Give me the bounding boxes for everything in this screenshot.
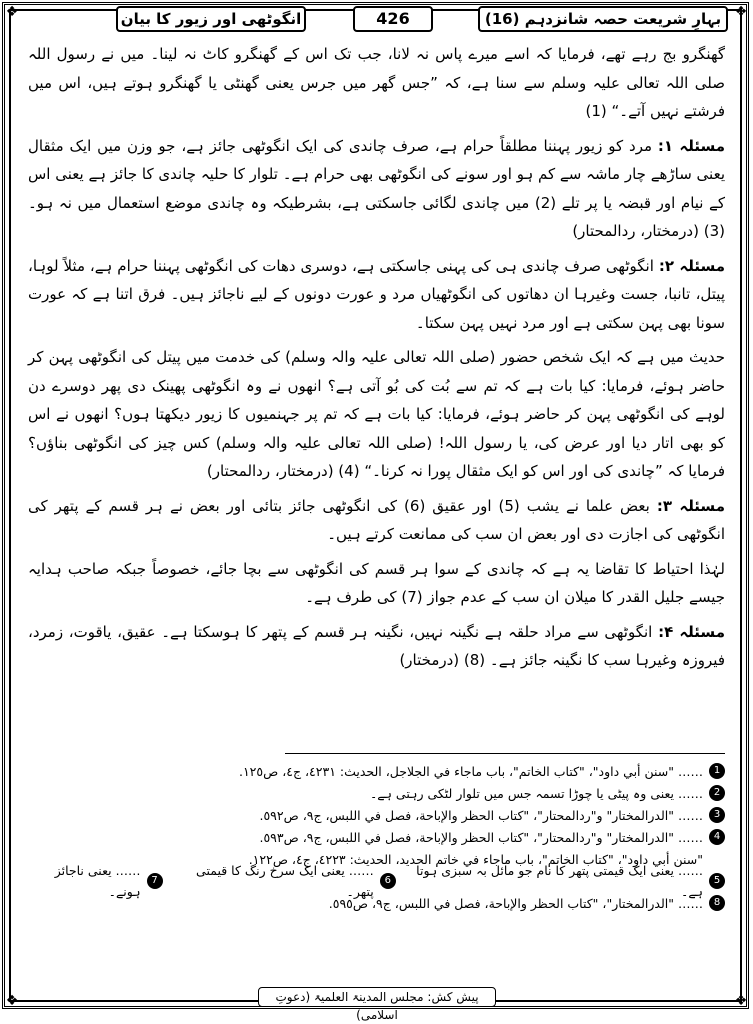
book-title: بہارِ شریعت حصہ شانزدہم (16)	[478, 6, 728, 32]
paragraph-text: گھنگرو بج رہے تھے، فرمایا کہ اسے میرے پاس نہ لانا، جب تک اس کے گھنگرو کاٹ نہ لینا۔ میں نے رسول اللہ صلی اللہ تعالی علیہ وسلم سے سنا ہے، کہ ”جس گھر میں جرس یعنی گھنٹی یا گھنگرو ہوتے ہیں، اس میں فرشتے نہیں آتے۔“ (1)	[28, 45, 725, 120]
footnote-text: …… "سنن أبي داود"، "كتاب الخاتم"، باب ماجاء في الجلاجل، الحديث: ٤٢٣١، ج٤، ص١٢٥.	[238, 763, 703, 779]
paragraph-text: انگوٹھی سے مراد حلقہ ہے نگینہ نہیں، نگینہ ہر قسم کے پتھر کا ہوسکتا ہے۔ عقیق، یاقوت، زمرد، فیروزہ وغیرہا سب کا نگینہ جائز ہے۔ (8) (درمختار)	[28, 622, 725, 669]
footnote-number: 5	[709, 873, 725, 889]
footnote-text: …… یعنی ایک قیمتی پتھر کا نام جو مائل بہ سبزی ہوتا ہے۔	[416, 863, 703, 899]
paragraph-text: حدیث میں ہے کہ ایک شخص حضور (صلی اللہ تعالی علیہ والہ وسلم) کی خدمت میں پیتل کی انگوٹھی پہن کر حاضر ہوئے، فرمایا: کیا بات ہے کہ تم سے بُت کی بُو آتی ہے؟ انھوں نے وہ انگوٹھی پھینک دی پھر دوسرے دن لوہے کی انگوٹھی پہن کر حاضر ہوئے، فرمایا: کیا بات ہے کہ تم پر جہنمیوں کا زیور دیکھتا ہوں؟ انھوں نے اس کو بھی اتار دیا اور عرض کی، یا رسول اللہ! (صلی اللہ تعالی علیہ والہ وسلم) کس چیز کی انگوٹھی بناؤں؟ فرمایا کہ ”چاندی کی اور اس کو ایک مثقال پورا نہ کرنا۔“ (4) (درمختار، ردالمحتار)	[28, 348, 725, 480]
masala-label: مسئلہ ۱:	[657, 136, 726, 155]
footnote-item	[28, 760, 725, 782]
corner-ornament-icon: ❖	[734, 993, 748, 1009]
publisher-footer: پیش کش: مجلس المدینۃ العلمیۃ (دعوتِ اسلامی)	[258, 987, 496, 1007]
footnote-number: 6	[380, 873, 396, 889]
paragraph-text: لہٰذا احتیاط کا تقاضا یہ ہے کہ چاندی کے سوا ہر قسم کی انگوٹھی سے بچا جائے، خصوصاً جبکہ صاحب ہدایہ جیسے جلیل القدر کا میلان ان سب کے عدم جواز (7) کی طرف ہے۔	[28, 559, 725, 606]
footnote-item	[28, 826, 725, 848]
masala-label: مسئلہ ۳:	[656, 496, 725, 515]
text-paragraph	[28, 40, 725, 126]
masala-paragraph	[28, 252, 725, 338]
corner-ornament-icon: ❖	[5, 4, 19, 20]
footnote-row	[28, 863, 725, 899]
masala-label: مسئلہ ۲:	[658, 256, 725, 275]
footnote-continuation: "سنن أبي داود"، "كتاب الخاتم"، باب ماجاء في خاتم الحديد، الحديث: ٤٢٢٣، ج٤، ص١٢٢.	[248, 851, 703, 867]
footnote-text: …… "الدرالمختار" و"ردالمحتار"، "كتاب الحظر والإباحة، فصل في اللبس، ج٩، ص٥٩٢.	[259, 807, 703, 823]
footnote-divider	[285, 753, 725, 754]
footnote-item	[28, 804, 725, 826]
footnote-number: 7	[147, 873, 163, 889]
masala-paragraph	[28, 618, 725, 675]
footnote-number: 8	[709, 895, 725, 911]
footnote-text: …… یعنی ناجائز ہونے۔	[54, 863, 141, 899]
text-paragraph	[28, 343, 725, 486]
footnote-text: …… یعنی وہ پیٹی یا چوڑا تسمہ جس میں تلوار لٹکی رہتی ہے۔	[369, 785, 703, 801]
main-text	[28, 40, 725, 681]
footnote-number: 2	[709, 785, 725, 801]
footnote-text: …… "الدرالمختار"، "كتاب الحظر والإباحة، فصل في اللبس، ج٩، ص٥٩٥.	[328, 895, 703, 911]
paragraph-text: بعض علما نے یشب (5) اور عقیق (6) کی انگوٹھی جائز بتائی اور بعض نے ہر قسم کے پتھر کی انگوٹھی کی اجازت دی اور بعض ان سب کی ممانعت کرتے ہیں۔	[28, 496, 725, 543]
footnote-item	[28, 782, 725, 804]
footnote-number: 3	[709, 807, 725, 823]
footnotes	[28, 760, 725, 914]
chapter-title: انگوٹھی اور زیور کا بیان	[116, 6, 306, 32]
corner-ornament-icon: ❖	[734, 4, 748, 20]
footnote-text: …… "الدرالمختار" و"ردالمحتار"، "كتاب الحظر والإباحة، فصل في اللبس، ج٩، ص٥٩٣.	[259, 829, 703, 845]
footnote-number: 1	[709, 763, 725, 779]
paragraph-text: مرد کو زیور پہننا مطلقاً حرام ہے، صرف چاندی کی ایک انگوٹھی جائز ہے، جو وزن میں ایک مثقال یعنی ساڑھے چار ماشہ سے کم ہو اور سونے کی انگوٹھی بھی حرام ہے۔ تلوار کا حلیہ چاندی کا جائز ہے یعنی اس کے نیام اور قبضہ یا پر تلے (2) میں چاندی لگائی جاسکتی ہے، بشرطیکہ وہ چاندی موضع استعمال میں نہ ہو۔ (3) (درمختار، ردالمحتار)	[28, 136, 725, 240]
masala-label: مسئلہ ۴:	[658, 622, 725, 641]
masala-paragraph	[28, 132, 725, 246]
corner-ornament-icon: ❖	[5, 993, 19, 1009]
page-header	[18, 6, 735, 36]
paragraph-text: انگوٹھی صرف چاندی ہی کی پہنی جاسکتی ہے، دوسری دھات کی انگوٹھی پہننا حرام ہے، مثلاً لوہا، پیتل، تانبا، جست وغیرہا ان دھاتوں کی انگوٹھیاں مرد و عورت دونوں کے لیے ناجائز ہیں۔ فرق اتنا ہے کہ عورت سونا بھی پہن سکتی ہے اور مرد نہیں پہن سکتا۔	[28, 256, 725, 332]
footnote-text: …… یعنی ایک سرخ رنگ کا قیمتی پتھر۔	[196, 863, 374, 899]
text-paragraph	[28, 555, 725, 612]
page-number: 426	[353, 6, 433, 32]
masala-paragraph	[28, 492, 725, 549]
footnote-number: 4	[709, 829, 725, 845]
